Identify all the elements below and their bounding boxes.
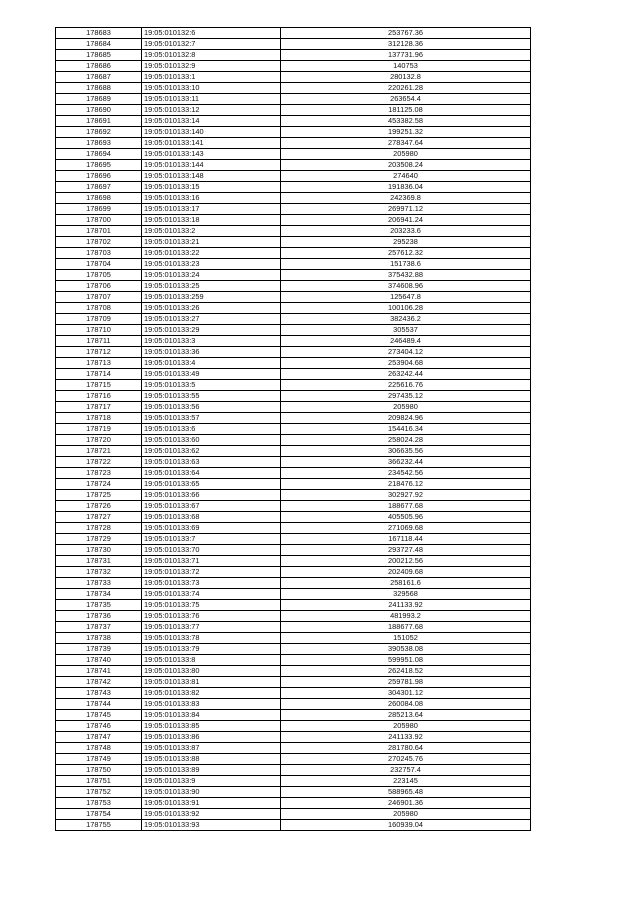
table-row xyxy=(56,765,531,776)
row-id-cell: 178716 xyxy=(56,391,142,402)
table-row xyxy=(56,721,531,732)
row-id-cell: 178691 xyxy=(56,116,142,127)
cadastral-code-cell: 19:05:010133:63 xyxy=(142,457,281,468)
cadastral-code-cell: 19:05:010133:66 xyxy=(142,490,281,501)
row-id-cell: 178719 xyxy=(56,424,142,435)
row-id-cell: 178695 xyxy=(56,160,142,171)
row-id-cell: 178741 xyxy=(56,666,142,677)
table-row xyxy=(56,72,531,83)
amount-cell: 312128.36 xyxy=(281,39,531,50)
cadastral-code-cell: 19:05:010133:90 xyxy=(142,787,281,798)
cadastral-code-cell: 19:05:010133:55 xyxy=(142,391,281,402)
table-row xyxy=(56,567,531,578)
row-id-cell: 178737 xyxy=(56,622,142,633)
cadastral-code-cell: 19:05:010133:78 xyxy=(142,633,281,644)
table-row xyxy=(56,61,531,72)
table-row xyxy=(56,479,531,490)
amount-cell: 295238 xyxy=(281,237,531,248)
row-id-cell: 178702 xyxy=(56,237,142,248)
cadastral-code-cell: 19:05:010133:9 xyxy=(142,776,281,787)
cadastral-code-cell: 19:05:010133:140 xyxy=(142,127,281,138)
table-row xyxy=(56,138,531,149)
amount-cell: 241133.92 xyxy=(281,732,531,743)
cadastral-code-cell: 19:05:010133:18 xyxy=(142,215,281,226)
amount-cell: 382436.2 xyxy=(281,314,531,325)
amount-cell: 257612.32 xyxy=(281,248,531,259)
table-row xyxy=(56,666,531,677)
row-id-cell: 178754 xyxy=(56,809,142,820)
amount-cell: 246489.4 xyxy=(281,336,531,347)
amount-cell: 220261.28 xyxy=(281,83,531,94)
row-id-cell: 178748 xyxy=(56,743,142,754)
row-id-cell: 178752 xyxy=(56,787,142,798)
amount-cell: 274640 xyxy=(281,171,531,182)
table-row xyxy=(56,402,531,413)
cadastral-code-cell: 19:05:010132:8 xyxy=(142,50,281,61)
cadastral-code-cell: 19:05:010133:80 xyxy=(142,666,281,677)
cadastral-code-cell: 19:05:010133:14 xyxy=(142,116,281,127)
row-id-cell: 178743 xyxy=(56,688,142,699)
amount-cell: 281780.64 xyxy=(281,743,531,754)
row-id-cell: 178732 xyxy=(56,567,142,578)
row-id-cell: 178723 xyxy=(56,468,142,479)
row-id-cell: 178725 xyxy=(56,490,142,501)
amount-cell: 271069.68 xyxy=(281,523,531,534)
cadastral-code-cell: 19:05:010133:62 xyxy=(142,446,281,457)
table-row xyxy=(56,787,531,798)
table-row xyxy=(56,743,531,754)
cadastral-code-cell: 19:05:010133:73 xyxy=(142,578,281,589)
cadastral-code-cell: 19:05:010133:65 xyxy=(142,479,281,490)
row-id-cell: 178698 xyxy=(56,193,142,204)
table-row xyxy=(56,270,531,281)
row-id-cell: 178715 xyxy=(56,380,142,391)
table-row xyxy=(56,358,531,369)
amount-cell: 154416.34 xyxy=(281,424,531,435)
row-id-cell: 178720 xyxy=(56,435,142,446)
amount-cell: 100106.28 xyxy=(281,303,531,314)
cadastral-code-cell: 19:05:010133:67 xyxy=(142,501,281,512)
cadastral-code-cell: 19:05:010133:4 xyxy=(142,358,281,369)
amount-cell: 258161.6 xyxy=(281,578,531,589)
table-row xyxy=(56,545,531,556)
amount-cell: 263654.4 xyxy=(281,94,531,105)
table-row xyxy=(56,611,531,622)
amount-cell: 218476.12 xyxy=(281,479,531,490)
table-row xyxy=(56,710,531,721)
cadastral-code-cell: 19:05:010133:8 xyxy=(142,655,281,666)
table-row xyxy=(56,28,531,39)
amount-cell: 234542.56 xyxy=(281,468,531,479)
cadastral-code-cell: 19:05:010133:21 xyxy=(142,237,281,248)
amount-cell: 199251.32 xyxy=(281,127,531,138)
amount-cell: 453382.58 xyxy=(281,116,531,127)
amount-cell: 405505.96 xyxy=(281,512,531,523)
row-id-cell: 178714 xyxy=(56,369,142,380)
amount-cell: 366232.44 xyxy=(281,457,531,468)
cadastral-code-cell: 19:05:010133:11 xyxy=(142,94,281,105)
row-id-cell: 178699 xyxy=(56,204,142,215)
amount-cell: 205980 xyxy=(281,809,531,820)
table-row xyxy=(56,754,531,765)
row-id-cell: 178717 xyxy=(56,402,142,413)
amount-cell: 481993.2 xyxy=(281,611,531,622)
table-row xyxy=(56,303,531,314)
amount-cell: 278347.64 xyxy=(281,138,531,149)
table-row xyxy=(56,347,531,358)
cadastral-code-cell: 19:05:010133:10 xyxy=(142,83,281,94)
amount-cell: 588965.48 xyxy=(281,787,531,798)
amount-cell: 125647.8 xyxy=(281,292,531,303)
cadastral-code-cell: 19:05:010133:27 xyxy=(142,314,281,325)
table-row xyxy=(56,336,531,347)
row-id-cell: 178686 xyxy=(56,61,142,72)
row-id-cell: 178707 xyxy=(56,292,142,303)
table-row xyxy=(56,490,531,501)
cadastral-code-cell: 19:05:010133:85 xyxy=(142,721,281,732)
table-row xyxy=(56,391,531,402)
cadastral-code-cell: 19:05:010133:17 xyxy=(142,204,281,215)
cadastral-code-cell: 19:05:010133:144 xyxy=(142,160,281,171)
cadastral-code-cell: 19:05:010133:82 xyxy=(142,688,281,699)
row-id-cell: 178709 xyxy=(56,314,142,325)
cadastral-code-cell: 19:05:010133:2 xyxy=(142,226,281,237)
amount-cell: 203233.6 xyxy=(281,226,531,237)
table-body xyxy=(56,28,531,831)
amount-cell: 280132.8 xyxy=(281,72,531,83)
amount-cell: 306635.56 xyxy=(281,446,531,457)
amount-cell: 205980 xyxy=(281,721,531,732)
row-id-cell: 178701 xyxy=(56,226,142,237)
table-row xyxy=(56,446,531,457)
table-row xyxy=(56,633,531,644)
amount-cell: 160939.04 xyxy=(281,820,531,831)
table-row xyxy=(56,578,531,589)
cadastral-code-cell: 19:05:010133:81 xyxy=(142,677,281,688)
cadastral-code-cell: 19:05:010133:60 xyxy=(142,435,281,446)
table-row xyxy=(56,556,531,567)
amount-cell: 374608.96 xyxy=(281,281,531,292)
row-id-cell: 178721 xyxy=(56,446,142,457)
row-id-cell: 178745 xyxy=(56,710,142,721)
amount-cell: 225616.76 xyxy=(281,380,531,391)
cadastral-code-cell: 19:05:010133:26 xyxy=(142,303,281,314)
amount-cell: 206941.24 xyxy=(281,215,531,226)
table-row xyxy=(56,424,531,435)
cadastral-code-cell: 19:05:010133:72 xyxy=(142,567,281,578)
amount-cell: 188677.68 xyxy=(281,622,531,633)
cadastral-code-cell: 19:05:010133:3 xyxy=(142,336,281,347)
table-row xyxy=(56,501,531,512)
table-row xyxy=(56,369,531,380)
cadastral-code-cell: 19:05:010133:22 xyxy=(142,248,281,259)
row-id-cell: 178735 xyxy=(56,600,142,611)
row-id-cell: 178734 xyxy=(56,589,142,600)
row-id-cell: 178713 xyxy=(56,358,142,369)
row-id-cell: 178733 xyxy=(56,578,142,589)
table-row xyxy=(56,699,531,710)
table-row xyxy=(56,83,531,94)
table-row xyxy=(56,468,531,479)
amount-cell: 232757.4 xyxy=(281,765,531,776)
table-row xyxy=(56,380,531,391)
row-id-cell: 178736 xyxy=(56,611,142,622)
cadastral-code-cell: 19:05:010133:16 xyxy=(142,193,281,204)
row-id-cell: 178685 xyxy=(56,50,142,61)
table-row xyxy=(56,622,531,633)
cadastral-code-cell: 19:05:010133:89 xyxy=(142,765,281,776)
table-row xyxy=(56,600,531,611)
cadastral-code-cell: 19:05:010133:86 xyxy=(142,732,281,743)
table-row xyxy=(56,413,531,424)
row-id-cell: 178705 xyxy=(56,270,142,281)
row-id-cell: 178753 xyxy=(56,798,142,809)
row-id-cell: 178740 xyxy=(56,655,142,666)
row-id-cell: 178724 xyxy=(56,479,142,490)
cadastral-code-cell: 19:05:010133:24 xyxy=(142,270,281,281)
row-id-cell: 178749 xyxy=(56,754,142,765)
cadastral-code-cell: 19:05:010133:259 xyxy=(142,292,281,303)
table-row xyxy=(56,193,531,204)
cadastral-code-cell: 19:05:010133:23 xyxy=(142,259,281,270)
row-id-cell: 178731 xyxy=(56,556,142,567)
cadastral-code-cell: 19:05:010133:71 xyxy=(142,556,281,567)
row-id-cell: 178722 xyxy=(56,457,142,468)
cadastral-code-cell: 19:05:010133:92 xyxy=(142,809,281,820)
amount-cell: 205980 xyxy=(281,402,531,413)
cadastral-code-cell: 19:05:010133:141 xyxy=(142,138,281,149)
row-id-cell: 178690 xyxy=(56,105,142,116)
cadastral-code-cell: 19:05:010133:6 xyxy=(142,424,281,435)
amount-cell: 253767.36 xyxy=(281,28,531,39)
row-id-cell: 178688 xyxy=(56,83,142,94)
table-row xyxy=(56,292,531,303)
amount-cell: 329568 xyxy=(281,589,531,600)
row-id-cell: 178747 xyxy=(56,732,142,743)
cadastral-code-cell: 19:05:010133:15 xyxy=(142,182,281,193)
table-row xyxy=(56,149,531,160)
table-row xyxy=(56,204,531,215)
table-row xyxy=(56,325,531,336)
cadastral-code-cell: 19:05:010133:84 xyxy=(142,710,281,721)
cadastral-code-cell: 19:05:010133:5 xyxy=(142,380,281,391)
table-row xyxy=(56,105,531,116)
cadastral-code-cell: 19:05:010133:12 xyxy=(142,105,281,116)
table-row xyxy=(56,39,531,50)
cadastral-code-cell: 19:05:010133:93 xyxy=(142,820,281,831)
row-id-cell: 178750 xyxy=(56,765,142,776)
amount-cell: 599951.08 xyxy=(281,655,531,666)
row-id-cell: 178742 xyxy=(56,677,142,688)
amount-cell: 167118.44 xyxy=(281,534,531,545)
table-row xyxy=(56,237,531,248)
row-id-cell: 178751 xyxy=(56,776,142,787)
amount-cell: 151738.6 xyxy=(281,259,531,270)
table-row xyxy=(56,655,531,666)
table-row xyxy=(56,127,531,138)
cadastral-code-cell: 19:05:010133:56 xyxy=(142,402,281,413)
row-id-cell: 178697 xyxy=(56,182,142,193)
row-id-cell: 178687 xyxy=(56,72,142,83)
cadastral-code-cell: 19:05:010133:83 xyxy=(142,699,281,710)
row-id-cell: 178704 xyxy=(56,259,142,270)
table-row xyxy=(56,50,531,61)
amount-cell: 209824.96 xyxy=(281,413,531,424)
amount-cell: 200212.56 xyxy=(281,556,531,567)
table-row xyxy=(56,171,531,182)
amount-cell: 375432.88 xyxy=(281,270,531,281)
amount-cell: 304301.12 xyxy=(281,688,531,699)
amount-cell: 390538.08 xyxy=(281,644,531,655)
cadastral-code-cell: 19:05:010133:25 xyxy=(142,281,281,292)
row-id-cell: 178700 xyxy=(56,215,142,226)
data-table xyxy=(55,27,531,831)
row-id-cell: 178727 xyxy=(56,512,142,523)
row-id-cell: 178710 xyxy=(56,325,142,336)
row-id-cell: 178692 xyxy=(56,127,142,138)
cadastral-code-cell: 19:05:010133:74 xyxy=(142,589,281,600)
amount-cell: 191836.04 xyxy=(281,182,531,193)
amount-cell: 140753 xyxy=(281,61,531,72)
row-id-cell: 178712 xyxy=(56,347,142,358)
cadastral-code-cell: 19:05:010132:6 xyxy=(142,28,281,39)
table-row xyxy=(56,160,531,171)
table-row xyxy=(56,512,531,523)
table-row xyxy=(56,182,531,193)
amount-cell: 181125.08 xyxy=(281,105,531,116)
table-row xyxy=(56,644,531,655)
row-id-cell: 178684 xyxy=(56,39,142,50)
table-row xyxy=(56,435,531,446)
amount-cell: 242369.8 xyxy=(281,193,531,204)
cadastral-code-cell: 19:05:010133:88 xyxy=(142,754,281,765)
cadastral-code-cell: 19:05:010133:91 xyxy=(142,798,281,809)
amount-cell: 273404.12 xyxy=(281,347,531,358)
row-id-cell: 178739 xyxy=(56,644,142,655)
row-id-cell: 178696 xyxy=(56,171,142,182)
row-id-cell: 178729 xyxy=(56,534,142,545)
cadastral-code-cell: 19:05:010133:148 xyxy=(142,171,281,182)
amount-cell: 285213.64 xyxy=(281,710,531,721)
row-id-cell: 178744 xyxy=(56,699,142,710)
amount-cell: 269971.12 xyxy=(281,204,531,215)
cadastral-code-cell: 19:05:010133:36 xyxy=(142,347,281,358)
row-id-cell: 178694 xyxy=(56,149,142,160)
amount-cell: 223145 xyxy=(281,776,531,787)
amount-cell: 305537 xyxy=(281,325,531,336)
table-row xyxy=(56,248,531,259)
cadastral-code-cell: 19:05:010133:1 xyxy=(142,72,281,83)
amount-cell: 302927.92 xyxy=(281,490,531,501)
amount-cell: 260084.08 xyxy=(281,699,531,710)
cadastral-code-cell: 19:05:010133:143 xyxy=(142,149,281,160)
row-id-cell: 178726 xyxy=(56,501,142,512)
amount-cell: 205980 xyxy=(281,149,531,160)
row-id-cell: 178693 xyxy=(56,138,142,149)
amount-cell: 262418.52 xyxy=(281,666,531,677)
amount-cell: 263242.44 xyxy=(281,369,531,380)
table-row xyxy=(56,534,531,545)
cadastral-code-cell: 19:05:010133:70 xyxy=(142,545,281,556)
amount-cell: 137731.96 xyxy=(281,50,531,61)
cadastral-code-cell: 19:05:010132:9 xyxy=(142,61,281,72)
row-id-cell: 178706 xyxy=(56,281,142,292)
row-id-cell: 178738 xyxy=(56,633,142,644)
table-row xyxy=(56,281,531,292)
cadastral-code-cell: 19:05:010133:77 xyxy=(142,622,281,633)
row-id-cell: 178730 xyxy=(56,545,142,556)
table-row xyxy=(56,809,531,820)
amount-cell: 151052 xyxy=(281,633,531,644)
table-row xyxy=(56,116,531,127)
cadastral-code-cell: 19:05:010133:75 xyxy=(142,600,281,611)
amount-cell: 258024.28 xyxy=(281,435,531,446)
table-row xyxy=(56,457,531,468)
row-id-cell: 178728 xyxy=(56,523,142,534)
cadastral-code-cell: 19:05:010133:64 xyxy=(142,468,281,479)
amount-cell: 246901.36 xyxy=(281,798,531,809)
amount-cell: 188677.68 xyxy=(281,501,531,512)
cadastral-code-cell: 19:05:010133:79 xyxy=(142,644,281,655)
row-id-cell: 178755 xyxy=(56,820,142,831)
table-row xyxy=(56,226,531,237)
table-row xyxy=(56,94,531,105)
table-row xyxy=(56,798,531,809)
table-row xyxy=(56,314,531,325)
amount-cell: 203508.24 xyxy=(281,160,531,171)
table-row xyxy=(56,589,531,600)
cadastral-code-cell: 19:05:010133:87 xyxy=(142,743,281,754)
table-row xyxy=(56,215,531,226)
amount-cell: 241133.92 xyxy=(281,600,531,611)
table-row xyxy=(56,732,531,743)
row-id-cell: 178718 xyxy=(56,413,142,424)
amount-cell: 293727.48 xyxy=(281,545,531,556)
row-id-cell: 178703 xyxy=(56,248,142,259)
table-row xyxy=(56,677,531,688)
amount-cell: 270245.76 xyxy=(281,754,531,765)
amount-cell: 259781.98 xyxy=(281,677,531,688)
row-id-cell: 178689 xyxy=(56,94,142,105)
table-row xyxy=(56,259,531,270)
table-row xyxy=(56,688,531,699)
cadastral-code-cell: 19:05:010133:7 xyxy=(142,534,281,545)
row-id-cell: 178683 xyxy=(56,28,142,39)
table-row xyxy=(56,820,531,831)
row-id-cell: 178711 xyxy=(56,336,142,347)
amount-cell: 297435.12 xyxy=(281,391,531,402)
table-row xyxy=(56,776,531,787)
cadastral-code-cell: 19:05:010133:68 xyxy=(142,512,281,523)
amount-cell: 253904.68 xyxy=(281,358,531,369)
cadastral-code-cell: 19:05:010133:49 xyxy=(142,369,281,380)
cadastral-code-cell: 19:05:010133:69 xyxy=(142,523,281,534)
cadastral-code-cell: 19:05:010132:7 xyxy=(142,39,281,50)
row-id-cell: 178708 xyxy=(56,303,142,314)
cadastral-code-cell: 19:05:010133:76 xyxy=(142,611,281,622)
row-id-cell: 178746 xyxy=(56,721,142,732)
amount-cell: 202409.68 xyxy=(281,567,531,578)
table-row xyxy=(56,523,531,534)
cadastral-code-cell: 19:05:010133:29 xyxy=(142,325,281,336)
cadastral-code-cell: 19:05:010133:57 xyxy=(142,413,281,424)
